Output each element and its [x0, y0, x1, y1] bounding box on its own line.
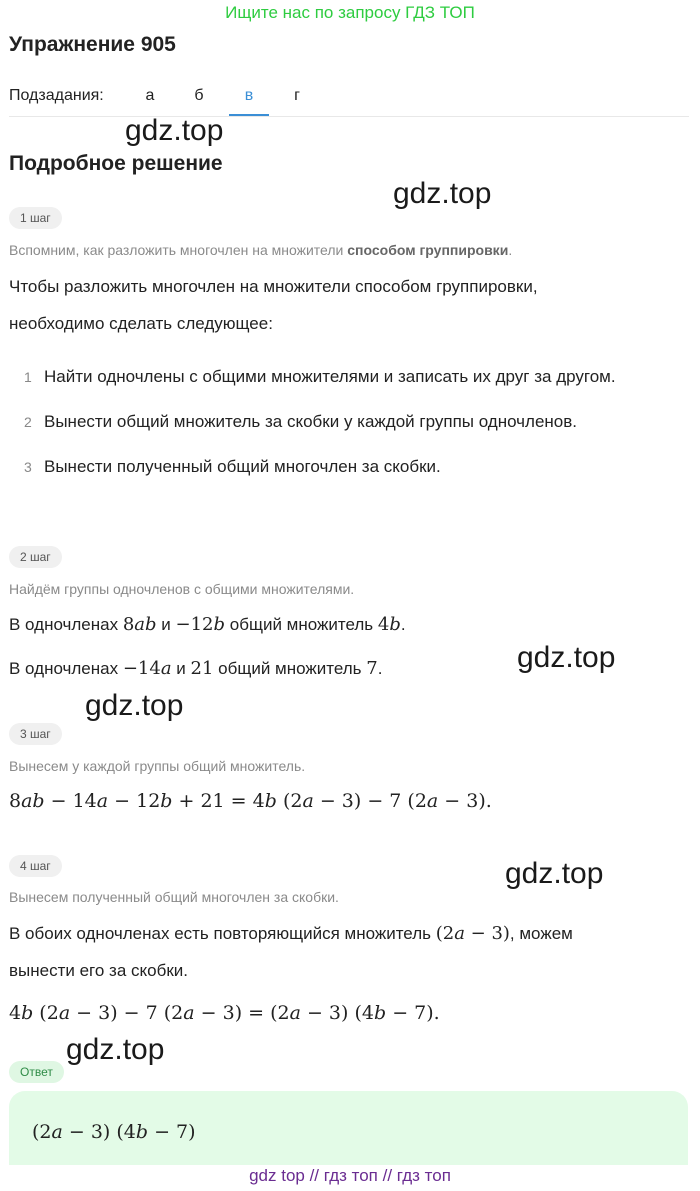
step-2-line-1: В одночленах 8ab и −12b общий множитель 4b.	[9, 614, 406, 635]
tab-v[interactable]: в	[244, 87, 254, 104]
watermark: gdz.top	[517, 641, 616, 674]
step-3-hint: Вынесем у каждой группы общий множитель.	[9, 758, 306, 774]
search-banner: Ищите нас по запросу ГДЗ ТОП	[225, 3, 475, 22]
page-title: Упражнение 905	[9, 33, 176, 56]
step-3-equation: 8ab − 14a − 12b + 21 = 4b (2a − 3) − 7 (2a − 3).	[9, 790, 492, 812]
step-4-equation: 4b (2a − 3) − 7 (2a − 3) = (2a − 3) (4b − 7).	[9, 1002, 440, 1024]
answer-box	[9, 1091, 688, 1165]
tab-b[interactable]: б	[194, 87, 204, 104]
step-1-badge: 1 шаг	[9, 207, 62, 229]
tab-g[interactable]: г	[294, 87, 300, 104]
subtasks-label: Подзадания:	[9, 87, 104, 104]
step-1-hint: Вспомним, как разложить многочлен на множители способом группировки.	[9, 242, 513, 258]
subtasks-nav	[9, 86, 689, 117]
tab-a[interactable]: а	[145, 87, 155, 104]
step-4-line-1: В обоих одночленах есть повторяющийся множитель (2a − 3), можем	[9, 923, 573, 944]
watermark: gdz.top	[125, 114, 224, 147]
watermark: gdz.top	[393, 177, 492, 210]
step-4-badge: 4 шаг	[9, 855, 62, 877]
step-1-line-2: необходимо сделать следующее:	[9, 314, 273, 333]
step-2-line-2: В одночленах −14a и 21 общий множитель 7.	[9, 658, 383, 679]
watermark: gdz.top	[85, 689, 184, 722]
step-4-line-2: вынести его за скобки.	[9, 961, 189, 980]
step-1-line-1: Чтобы разложить многочлен на множители способом группировки,	[9, 277, 538, 296]
watermark: gdz.top	[505, 857, 604, 890]
step-3-badge: 3 шаг	[9, 723, 62, 745]
step-2-badge: 2 шаг	[9, 546, 62, 568]
answer-equation: (2a − 3) (4b − 7)	[32, 1121, 196, 1143]
answer-badge: Ответ	[9, 1061, 64, 1083]
active-tab-indicator	[229, 114, 269, 116]
section-title: Подробное решение	[9, 152, 223, 175]
step-4-hint: Вынесем полученный общий многочлен за скобки.	[9, 889, 339, 905]
footer-links: gdz top // гдз топ // гдз топ	[249, 1166, 451, 1185]
watermark: gdz.top	[66, 1033, 165, 1066]
step-2-hint: Найдём группы одночленов с общими множителями.	[9, 581, 355, 597]
